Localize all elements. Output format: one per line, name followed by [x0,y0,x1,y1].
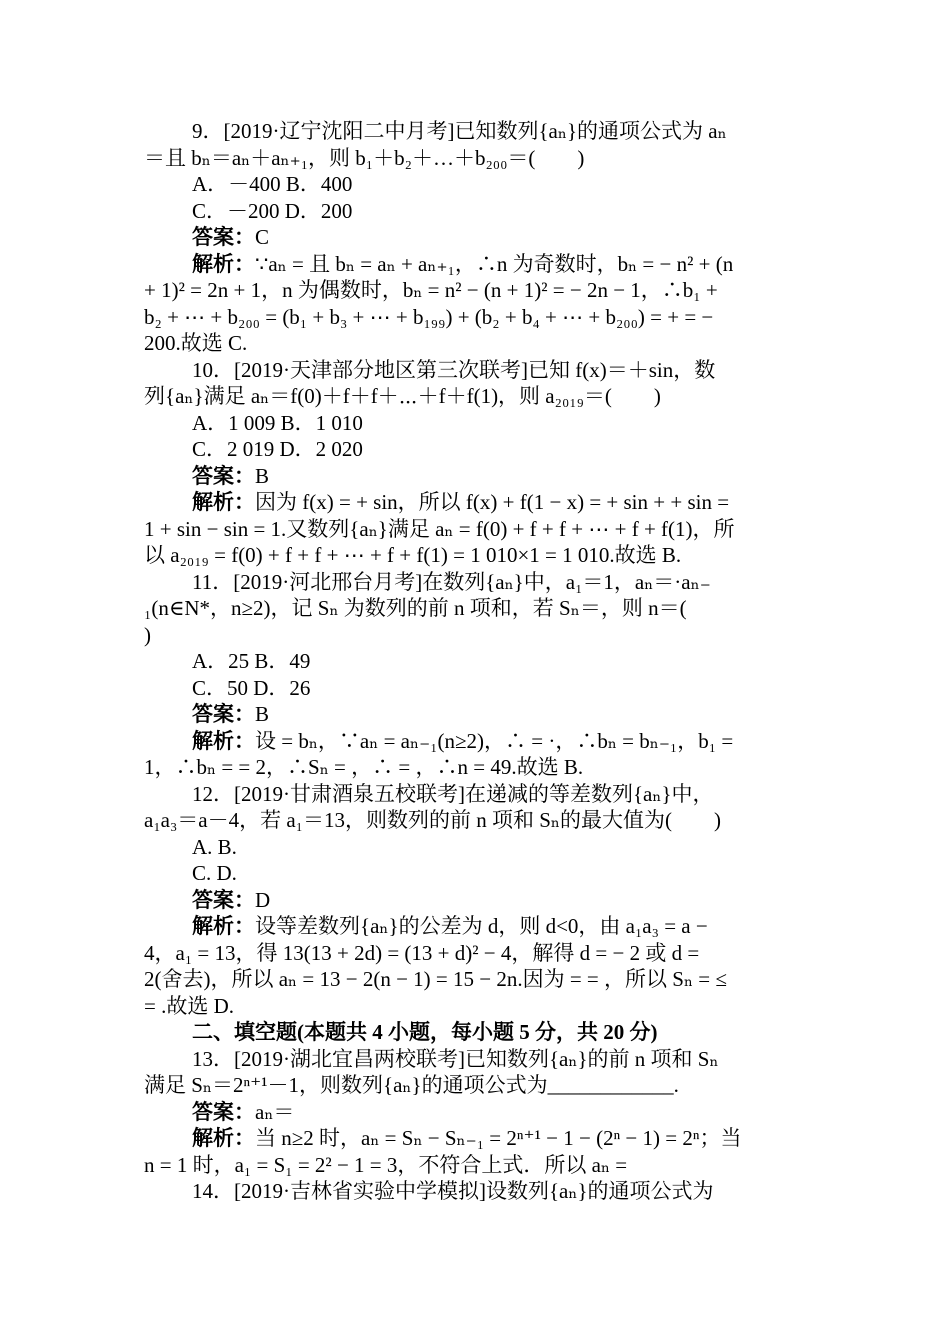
text-line [144,516,808,543]
text-line [144,701,808,728]
line-label: 答案： [192,702,255,726]
line-text: a₁a₃＝a－4，若 a₁＝13，则数列的前 n 项和 Sₙ的最大值为( ) [144,808,721,832]
line-text: D [255,887,271,912]
line-text: 4，a₁ = 13，得 13(13 + 2d) = (13 + d)² − 4，解得 d = − 2 或 d = [144,940,700,965]
line-label: 答案： [192,225,255,249]
line-text: 当 n≥2 时，aₙ = Sₙ − Sₙ₋₁ = 2ⁿ⁺¹ − 1 − (2ⁿ − 1) = 2ⁿ；当 [255,1126,742,1150]
line-text: 列{aₙ}满足 aₙ＝f(0)＋f＋f＋⋯＋f＋f(1)，则 a₂₀₁₉＝( ) [144,384,661,408]
document-page [144,118,808,1205]
line-text: + 1)² = 2n + 1，n 为偶数时，bₙ = n² − (n + 1)² = − 2n − 1，∴b₁ + [144,278,718,302]
line-text: = .故选 D. [144,993,235,1018]
text-line [144,595,808,622]
line-text: A. B. [192,834,237,859]
line-text: 9．[2019·辽宁沈阳二中月考]已知数列{aₙ}的通项公式为 aₙ [192,119,727,143]
text-line [144,1152,808,1179]
line-text: 二、填空题(本题共 4 小题，每小题 5 分，共 20 分) [192,1020,658,1044]
text-line [144,648,808,675]
text-line [144,1046,808,1073]
line-text: A．25 B．49 [192,649,311,673]
line-text: B [255,702,270,726]
text-line [144,993,808,1020]
line-text: aₙ＝ [255,1099,295,1124]
line-text: 14．[2019·吉林省实验中学模拟]设数列{aₙ}的通项公式为 [192,1179,714,1203]
line-text: ∵aₙ = 且 bₙ = aₙ + aₙ₊₁，∴n 为奇数时，bₙ = − n² + (n [255,251,734,276]
text-line [144,171,808,198]
line-text: 1 + sin − sin = 1.又数列{aₙ}满足 aₙ = f(0) + f + f + ⋯ + f + f(1)，所 [144,516,735,541]
line-text: 以 a₂₀₁₉ = f(0) + f + f + ⋯ + f + f(1) = 1 010×1 = 1 010.故选 B. [144,543,682,567]
text-line [144,1125,808,1152]
text-line [144,754,808,781]
text-line [144,728,808,755]
line-label: 解析： [192,914,255,938]
line-text: 11．[2019·河北邢台月考]在数列{aₙ}中，a₁＝1，aₙ＝·aₙ₋ [192,569,711,594]
line-text: n = 1 时，a₁ = S₁ = 2² − 1 = 3，不符合上式．所以 aₙ = [144,1152,628,1177]
line-text: 设 = bₙ，∵aₙ = aₙ₋₁(n≥2)，∴ = ·，∴bₙ = bₙ₋₁，b₁ = [255,728,734,753]
text-line [144,357,808,384]
line-text: 1，∴bₙ = = 2，∴Sₙ = ，∴ = ，∴n = 49.故选 B. [144,755,584,779]
text-line [144,807,808,834]
line-text: 13．[2019·湖北宜昌两校联考]已知数列{aₙ}的前 n 项和 Sₙ [192,1046,719,1071]
line-label: 解析： [192,728,255,753]
text-line [144,569,808,596]
text-line [144,251,808,278]
text-line [144,489,808,516]
line-text: B [255,463,270,488]
text-line [144,542,808,569]
line-text: ) [144,622,151,647]
line-label: 解析： [192,251,255,276]
text-line [144,966,808,993]
text-line [144,118,808,145]
line-label: 答案： [192,887,255,912]
text-line [144,330,808,357]
text-line [144,383,808,410]
text-line [144,781,808,808]
text-line [144,436,808,463]
line-label: 答案： [192,1099,255,1124]
line-text: 设等差数列{aₙ}的公差为 d，则 d<0，由 a₁a₃ = a − [255,914,708,938]
text-line [144,622,808,649]
line-text: C. D. [192,861,237,885]
line-text: 12．[2019·甘肃酒泉五校联考]在递减的等差数列{aₙ}中， [192,781,714,806]
text-line [144,1178,808,1205]
line-text: 200.故选 C. [144,331,248,355]
section-heading [144,1019,808,1046]
text-line [144,198,808,225]
text-line [144,834,808,861]
line-text: A．－400 B．400 [192,172,353,196]
line-text: ₁(n∈N*，n≥2)，记 Sₙ 为数列的前 n 项和，若 Sₙ＝，则 n＝( [144,596,687,620]
text-line [144,1072,808,1099]
text-line [144,913,808,940]
text-line [144,410,808,437]
text-line [144,145,808,172]
line-label: 解析： [192,490,255,514]
text-line [144,860,808,887]
line-text: C．－200 D．200 [192,198,353,223]
text-line [144,304,808,331]
line-text: 因为 f(x) = + sin，所以 f(x) + f(1 − x) = + sin + + sin = [255,490,730,514]
text-line [144,224,808,251]
line-text: ＝且 bₙ＝aₙ＋aₙ₊₁，则 b₁＋b₂＋…＋b₂₀₀＝( ) [144,145,585,170]
line-text: A．1 009 B．1 010 [192,410,363,435]
line-text: C．50 D．26 [192,675,311,700]
line-text: 2(舍去)，所以 aₙ = 13 − 2(n − 1) = 15 − 2n.因为 = = ，所以 Sₙ = ≤ [144,967,727,991]
line-text: b₂ + ⋯ + b₂₀₀ = (b₁ + b₃ + ⋯ + b₁₉₉) + (b₂ + b₄ + ⋯ + b₂₀₀) = + = − [144,304,714,329]
text-line [144,277,808,304]
line-text: C [255,225,270,249]
text-line [144,463,808,490]
text-line [144,887,808,914]
text-line [144,940,808,967]
line-label: 解析： [192,1126,255,1150]
line-text: C．2 019 D．2 020 [192,437,363,461]
text-line [144,1099,808,1126]
line-label: 答案： [192,463,255,488]
line-text: 10．[2019·天津部分地区第三次联考]已知 f(x)＝＋sin，数 [192,357,716,382]
line-text: 满足 Sₙ＝2ⁿ⁺¹－1，则数列{aₙ}的通项公式为____________. [144,1073,679,1097]
text-line [144,675,808,702]
